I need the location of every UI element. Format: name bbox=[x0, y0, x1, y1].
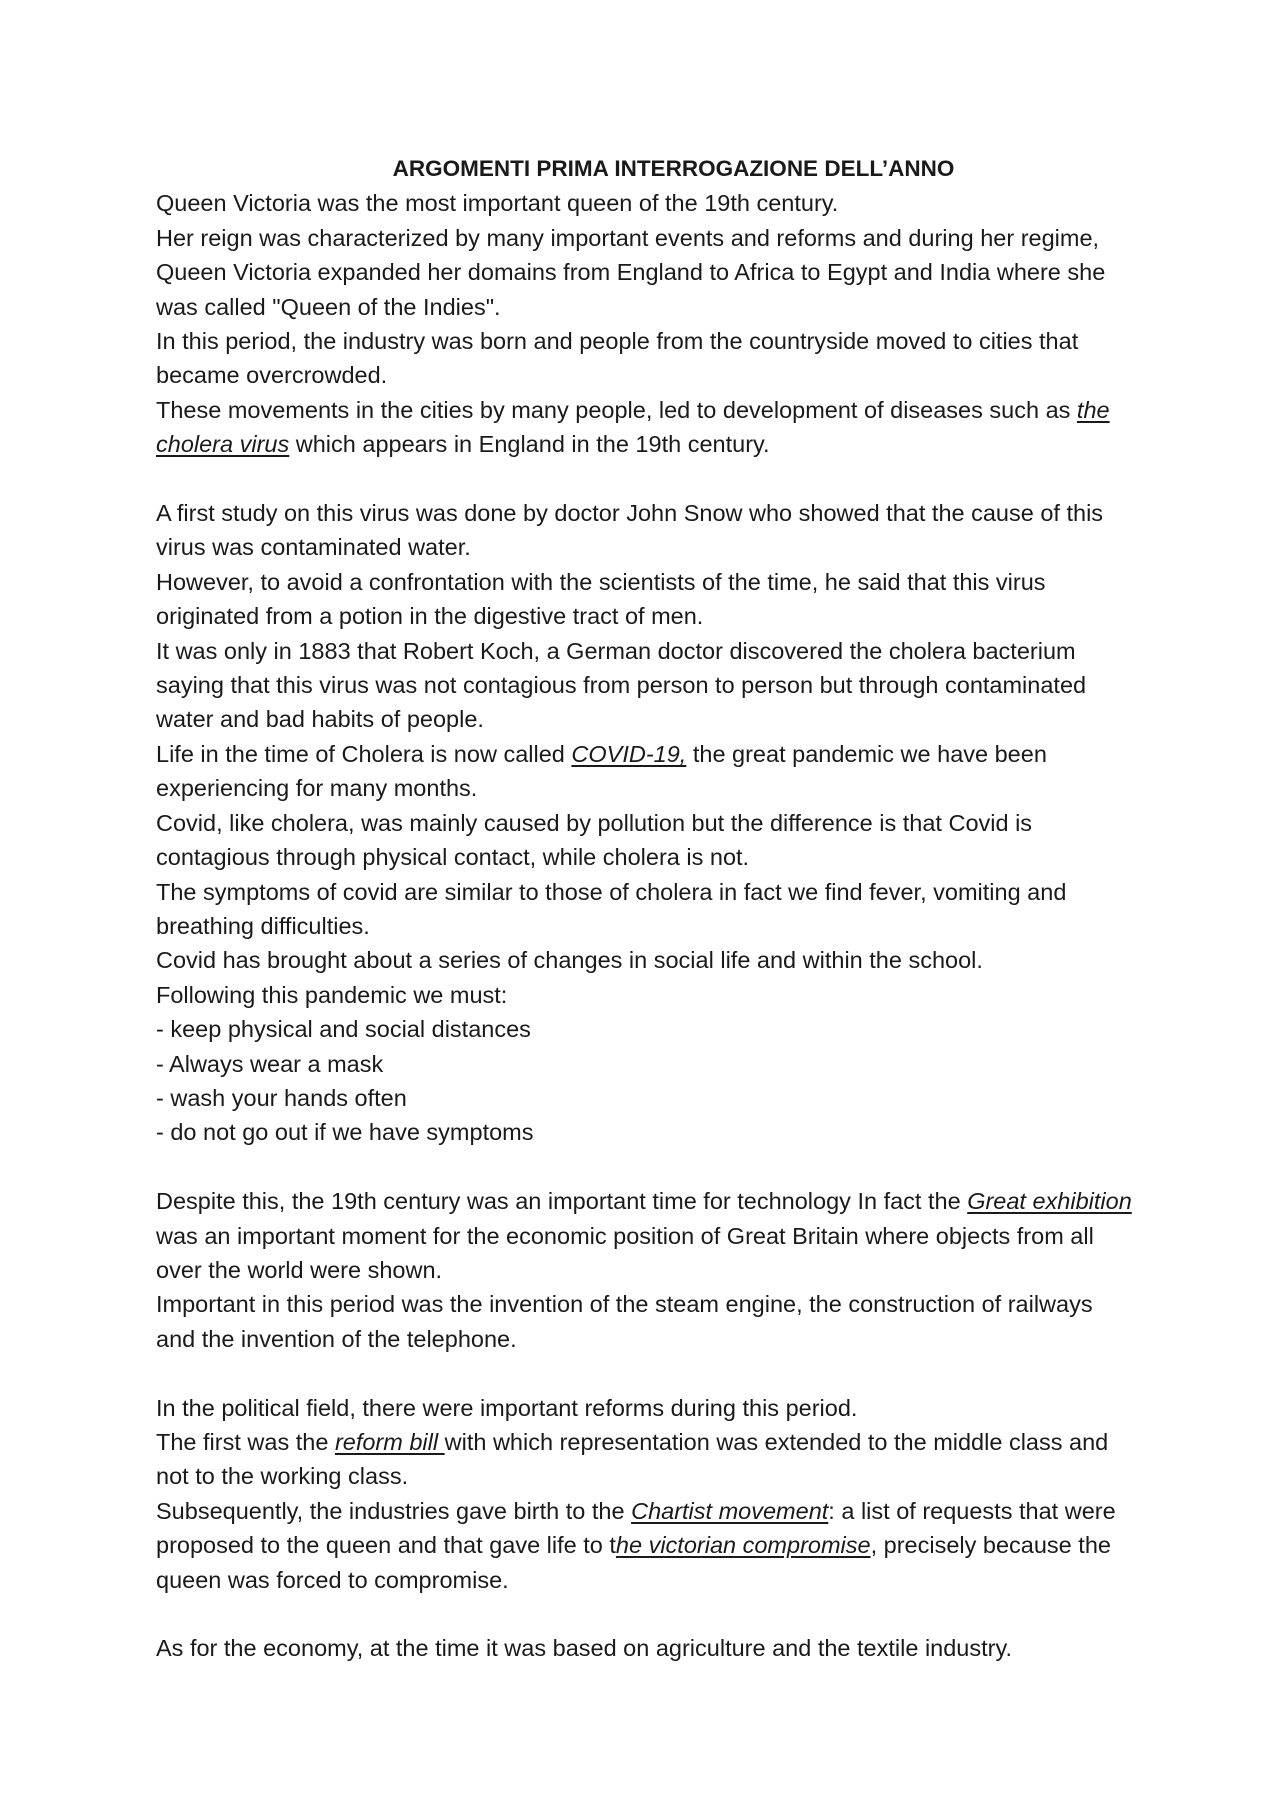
list-item: - do not go out if we have symptoms bbox=[156, 1119, 534, 1146]
text-segment: : a list of requests that were proposed to the queen and that gave life to t bbox=[156, 1497, 1116, 1559]
blank-line bbox=[156, 1150, 1136, 1184]
paragraph-covid-cholera: Covid, like cholera, was mainly caused by pollution but the difference is that Covid is contagious through physical contact, while cholera is not. bbox=[156, 809, 1033, 871]
paragraph-chartist bbox=[156, 1494, 1136, 1597]
paragraph-industry: In this period, the industry was born and people from the countryside moved to cities that became overcrowded. bbox=[156, 328, 1079, 389]
document-title: ARGOMENTI PRIMA INTERROGAZIONE DELL’ANNO bbox=[392, 156, 955, 181]
paragraph-john-snow: A first study on this virus was done by doctor John Snow who showed that the cause of this virus was contaminated water. bbox=[156, 500, 1104, 561]
text-segment: which appears in England in the 19th century. bbox=[289, 431, 770, 458]
link-covid-19[interactable]: COVID-19, bbox=[571, 740, 687, 767]
text-segment: These movements in the cities by many people, led to development of diseases such as bbox=[156, 396, 1077, 423]
paragraph-changes: Covid has brought about a series of changes in social life and within the school. bbox=[156, 947, 983, 974]
text-segment: , precisely because the queen was forced to compromise. bbox=[156, 1532, 1111, 1593]
paragraph-reign: Her reign was characterized by many important events and reforms and during her regime, Queen Victoria expanded her domains from England to Africa to Egypt and India where she was called "Queen of the Indies". bbox=[156, 224, 1106, 320]
text-segment: Life in the time of Cholera is now called bbox=[156, 740, 572, 767]
list-item: - keep physical and social distances bbox=[156, 1016, 531, 1043]
paragraph-confrontation: However, to avoid a confrontation with the scientists of the time, he said that this virus originated from a potion in the digestive tract of men. bbox=[156, 568, 1046, 630]
list-item: - wash your hands often bbox=[156, 1084, 407, 1111]
paragraph-economy: As for the economy, at the time it was based on agriculture and the textile industry. bbox=[156, 1635, 1013, 1662]
document-page bbox=[156, 152, 1136, 1666]
paragraph-queen-victoria: Queen Victoria was the most important queen of the 19th century. bbox=[156, 190, 839, 217]
list-item: - Always wear a mask bbox=[156, 1050, 384, 1077]
link-cholera-virus[interactable]: the cholera virus bbox=[156, 396, 1110, 458]
paragraph-following: Following this pandemic we must: bbox=[156, 981, 508, 1008]
paragraph-robert-koch: It was only in 1883 that Robert Koch, a German doctor discovered the cholera bacterium saying that this virus was not contagious from person to person but through contaminated water and bad habits of people. bbox=[156, 637, 1087, 733]
link-victorian-compromise[interactable]: he victorian compromise bbox=[615, 1532, 871, 1559]
paragraph-technology bbox=[156, 1184, 1136, 1287]
text-segment: with which representation was extended to the middle class and not to the working class. bbox=[156, 1428, 1109, 1490]
text-segment: Despite this, the 19th century was an important time for technology In fact the bbox=[156, 1188, 968, 1215]
paragraph-political: In the political field, there were important reforms during this period. bbox=[156, 1394, 858, 1421]
blank-line bbox=[156, 1597, 1136, 1631]
paragraph-diseases bbox=[156, 393, 1136, 462]
text-segment: The first was the bbox=[156, 1428, 335, 1455]
blank-line bbox=[156, 1356, 1136, 1390]
rules-list bbox=[156, 1012, 1136, 1150]
link-chartist-movement[interactable]: Chartist movement bbox=[631, 1497, 829, 1524]
paragraph-inventions: Important in this period was the invention of the steam engine, the construction of railways and the invention of the telephone. bbox=[156, 1291, 1093, 1352]
text-segment: Subsequently, the industries gave birth to the bbox=[156, 1497, 632, 1524]
link-reform-bill[interactable]: reform bill bbox=[334, 1428, 445, 1455]
text-segment: was an important moment for the economic position of Great Britain where objects from all over the world were shown. bbox=[156, 1222, 1094, 1283]
paragraph-symptoms: The symptoms of covid are similar to those of cholera in fact we find fever, vomiting and breathing difficulties. bbox=[156, 878, 1067, 939]
link-great-exhibition[interactable]: Great exhibition bbox=[967, 1188, 1132, 1215]
blank-line bbox=[156, 462, 1136, 496]
paragraph-reform-bill bbox=[156, 1425, 1136, 1494]
paragraph-covid bbox=[156, 737, 1136, 806]
text-segment: the great pandemic we have been experiencing for many months. bbox=[156, 740, 1047, 802]
